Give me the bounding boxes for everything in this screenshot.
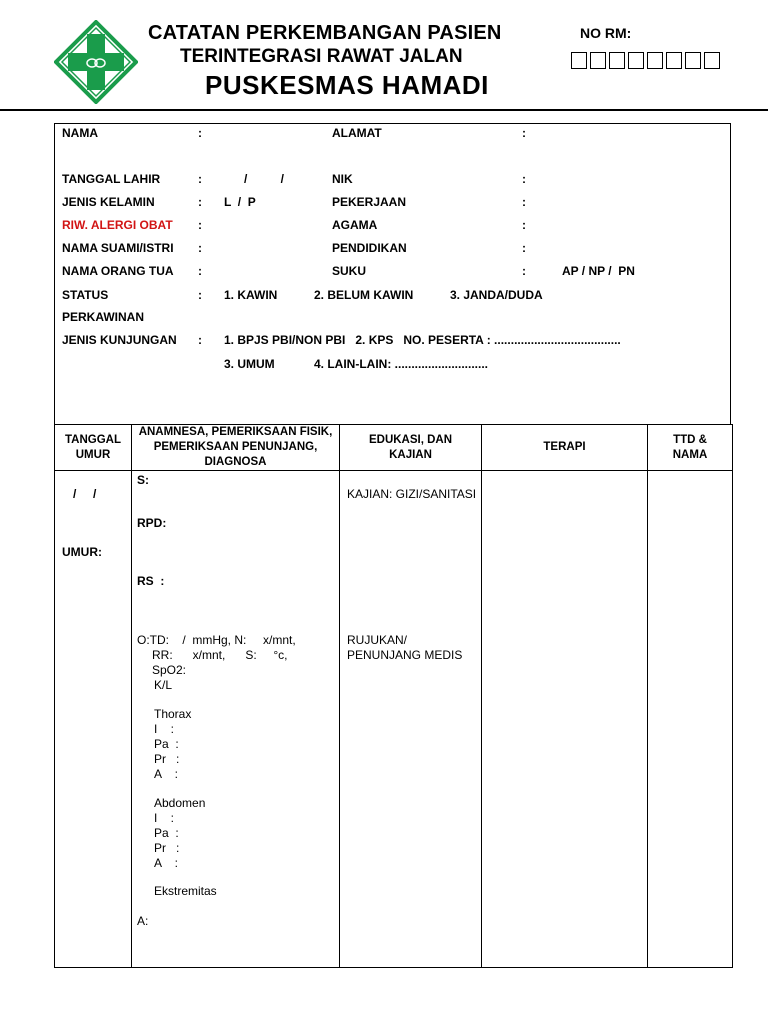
no-rm-digit-box[interactable] xyxy=(647,52,663,69)
alergi-obat-label: RIW. ALERGI OBAT xyxy=(62,218,173,232)
header-edukasi-kajian: EDUKASI, DAN KAJIAN xyxy=(340,425,482,471)
suku-label: SUKU xyxy=(332,264,367,278)
no-rm-digit-box[interactable] xyxy=(704,52,720,69)
no-rm-label: NO RM: xyxy=(580,25,632,41)
terapi-cell[interactable] xyxy=(482,471,648,968)
colon: : xyxy=(522,218,526,232)
colon: : xyxy=(522,264,526,278)
no-rm-digit-box[interactable] xyxy=(590,52,606,69)
abdomen-auskultasi: A : xyxy=(154,856,179,870)
header-anamnesa: ANAMNESA, PEMERIKSAAN FISIK, PEMERIKSAAN PENUNJANG, DIAGNOSA xyxy=(132,425,340,471)
assessment-label: A: xyxy=(137,914,149,928)
jenis-kunjungan-label: JENIS KUNJUNGAN xyxy=(62,333,177,347)
status-option-janda-duda[interactable]: 3. JANDA/DUDA xyxy=(450,288,543,302)
colon: : xyxy=(198,288,202,302)
subjective-label: S: xyxy=(137,473,149,487)
orang-tua-label: NAMA ORANG TUA xyxy=(62,264,174,278)
header-tanggal-umur: TANGGAL UMUR xyxy=(55,425,132,471)
facility-name: PUSKESMAS HAMADI xyxy=(205,70,489,100)
colon: : xyxy=(198,333,202,347)
objective-vitals-line1: O:TD: / mmHg, N: x/mnt, xyxy=(137,633,296,647)
status-label: STATUS xyxy=(62,288,109,302)
date-slashes: / / xyxy=(73,487,97,501)
penunjang-medis-label: PENUNJANG MEDIS xyxy=(347,648,463,662)
colon: : xyxy=(198,172,202,186)
header-ttd-nama: TTD & NAMA xyxy=(648,425,733,471)
abdomen-palpasi: Pa : xyxy=(154,826,179,840)
rujukan-label: RUJUKAN/ xyxy=(347,633,408,647)
kl-label: K/L xyxy=(154,678,173,692)
spo2-label: SpO2: xyxy=(152,663,187,677)
status-option-kawin[interactable]: 1. KAWIN xyxy=(224,288,278,302)
thorax-auskultasi: A : xyxy=(154,767,179,781)
progress-notes-table xyxy=(54,424,733,968)
objective-vitals-line2: RR: x/mnt, S: °c, xyxy=(152,648,288,662)
colon: : xyxy=(198,195,202,209)
kunjungan-option-lain[interactable]: 4. LAIN-LAIN: ............................ xyxy=(314,357,489,371)
tanggal-lahir-label: TANGGAL LAHIR xyxy=(62,172,161,186)
status-option-belum-kawin[interactable]: 2. BELUM KAWIN xyxy=(314,288,414,302)
header-divider xyxy=(0,109,768,111)
colon: : xyxy=(198,241,202,255)
anamnesa-cell[interactable] xyxy=(132,471,340,968)
kunjungan-option-umum[interactable]: 3. UMUM xyxy=(224,357,275,371)
colon: : xyxy=(522,195,526,209)
colon: : xyxy=(198,218,202,232)
colon: : xyxy=(198,126,202,140)
suami-istri-label: NAMA SUAMI/ISTRI xyxy=(62,241,174,255)
ekstremitas-label: Ekstremitas xyxy=(154,884,217,898)
jenis-kelamin-options[interactable]: L / P xyxy=(224,195,256,209)
edukasi-kajian-cell[interactable] xyxy=(340,471,482,968)
no-rm-digit-box[interactable] xyxy=(628,52,644,69)
abdomen-label: Abdomen xyxy=(154,796,206,810)
nik-label: NIK xyxy=(332,172,353,186)
form-title: CATATAN PERKEMBANGAN PASIEN xyxy=(148,22,502,44)
header-terapi: TERAPI xyxy=(482,425,648,471)
no-rm-digit-box[interactable] xyxy=(609,52,625,69)
jenis-kelamin-label: JENIS KELAMIN xyxy=(62,195,155,209)
tanggal-umur-cell[interactable] xyxy=(55,471,132,968)
nama-label: NAMA xyxy=(62,126,98,140)
suku-options[interactable]: AP / NP / PN xyxy=(562,264,635,278)
thorax-palpasi: Pa : xyxy=(154,737,179,751)
puskesmas-logo-icon xyxy=(54,20,138,104)
thorax-label: Thorax xyxy=(154,707,192,721)
status-label-line2: PERKAWINAN xyxy=(62,310,145,324)
colon: : xyxy=(522,241,526,255)
pendidikan-label: PENDIDIKAN xyxy=(332,241,407,255)
ttd-nama-cell[interactable] xyxy=(648,471,733,968)
abdomen-perkusi: Pr : xyxy=(154,841,180,855)
kajian-label: KAJIAN: GIZI/SANITASI xyxy=(347,487,477,501)
abdomen-inspeksi: I : xyxy=(154,811,175,825)
thorax-perkusi: Pr : xyxy=(154,752,180,766)
thorax-inspeksi: I : xyxy=(154,722,175,736)
no-rm-digit-box[interactable] xyxy=(685,52,701,69)
colon: : xyxy=(522,126,526,140)
pekerjaan-label: PEKERJAAN xyxy=(332,195,407,209)
form-subtitle: TERINTEGRASI RAWAT JALAN xyxy=(180,46,463,67)
rs-label: RS : xyxy=(137,574,165,588)
alamat-label: ALAMAT xyxy=(332,126,382,140)
no-rm-boxes[interactable] xyxy=(571,52,723,69)
no-rm-digit-box[interactable] xyxy=(571,52,587,69)
colon: : xyxy=(198,264,202,278)
colon: : xyxy=(522,172,526,186)
umur-label: UMUR: xyxy=(62,545,102,559)
agama-label: AGAMA xyxy=(332,218,378,232)
no-rm-digit-box[interactable] xyxy=(666,52,682,69)
rpd-label: RPD: xyxy=(137,516,167,530)
tanggal-lahir-value[interactable]: / / xyxy=(244,172,285,186)
kunjungan-options-line1[interactable]: 1. BPJS PBI/NON PBI 2. KPS NO. PESERTA : ...................................... xyxy=(224,333,621,347)
